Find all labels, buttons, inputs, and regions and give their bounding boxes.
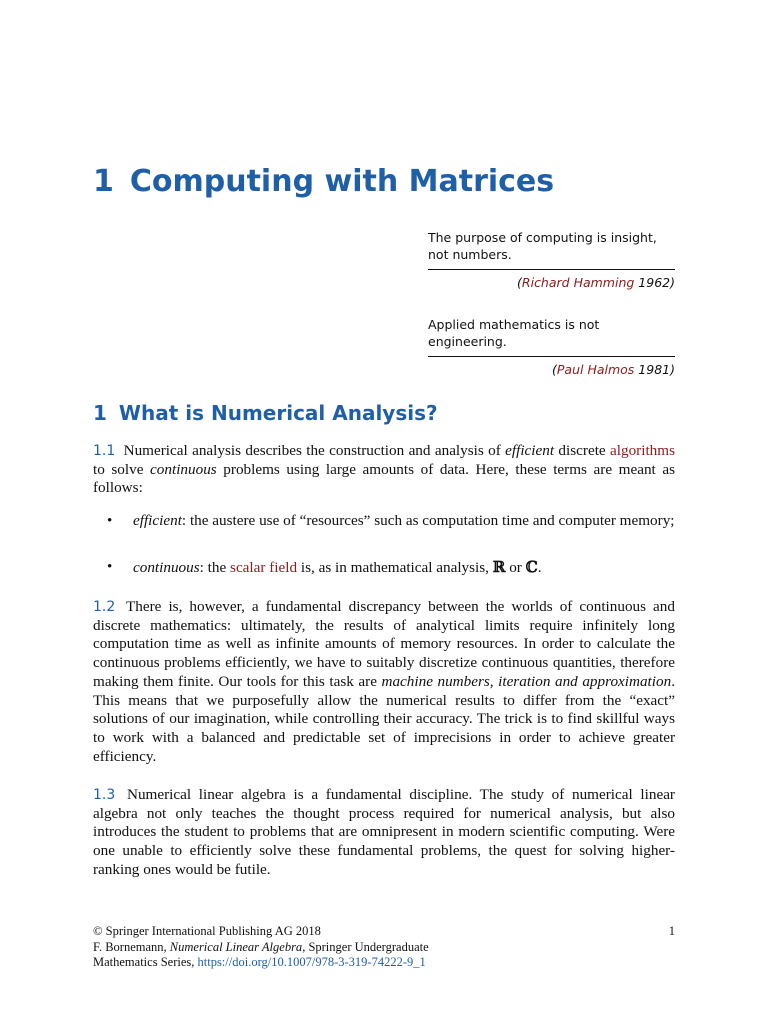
copyright-line: © Springer International Publishing AG 2018 bbox=[93, 924, 321, 938]
bullet-icon: • bbox=[107, 558, 113, 575]
epigraph-attribution: (Paul Halmos 1981) bbox=[551, 362, 675, 377]
epigraph-quote: The purpose of computing is insight, not numbers. bbox=[428, 230, 657, 262]
algorithms-link[interactable]: algorithms bbox=[610, 442, 675, 459]
chapter-number: 1 bbox=[93, 164, 114, 199]
epigraph-quote: Applied mathematics is not engineering. bbox=[428, 317, 600, 349]
chapter-title-text: Computing with Matrices bbox=[129, 164, 555, 199]
series-line: Mathematics Series, https://doi.org/10.1007/978-3-319-74222-9_1 bbox=[93, 955, 426, 969]
epigraph-author-link[interactable]: Paul Halmos bbox=[556, 362, 635, 377]
paragraph-number: 1.3 bbox=[93, 787, 116, 803]
list-item: • efficient: the austere use of “resources” such as computation time and computer memory; bbox=[107, 512, 675, 529]
citation-line: F. Bornemann, Numerical Linear Algebra, Springer Undergraduate bbox=[93, 939, 429, 954]
epigraph-author-link[interactable]: Richard Hamming bbox=[521, 275, 635, 290]
section-title-text: What is Numerical Analysis? bbox=[118, 401, 438, 425]
paragraph-1-1: 1.1 Numerical analysis describes the construction and analysis of efficient discrete algorithms to solve continuous problems using large amounts of data. Here, these terms are meant as follows: bbox=[93, 442, 675, 497]
epigraph-rule bbox=[428, 356, 675, 357]
bullet-icon: • bbox=[107, 512, 113, 529]
paragraph-number: 1.2 bbox=[93, 599, 116, 615]
section-number: 1 bbox=[93, 401, 107, 425]
epigraph-attribution: (Richard Hamming 1962) bbox=[517, 275, 675, 290]
epigraph-rule bbox=[428, 269, 675, 270]
list-item: • continuous: the scalar field is, as in mathematical analysis, ℝ or ℂ. bbox=[107, 558, 542, 576]
footer bbox=[93, 924, 675, 971]
bullet-list bbox=[107, 558, 675, 578]
paragraph-number: 1.1 bbox=[93, 443, 116, 459]
real-numbers-symbol: ℝ bbox=[492, 558, 506, 576]
chapter-title bbox=[93, 164, 554, 199]
paragraph-1-2: 1.2 There is, however, a fundamental discrepancy between the worlds of continuous and discrete mathematics: ultimately, the results of analytical limits require infinitely long computation time as well as infinite amounts of memory resources. In order to calculate the continuous problems efficiently, we have to suitably discretize continuous quantities, therefore making them finite. Our tools for this task are machine numbers, iteration and approximation. This means that we purposefully allow the numerical results to differ from the “exact” solutions of our imagination, while controlling their accuracy. The trick is to find skillful ways to work with a balanced and predictable set of imprecisions in order to achieve greater efficiency. bbox=[93, 598, 675, 765]
bullet-list bbox=[107, 512, 675, 531]
section-title bbox=[93, 401, 438, 425]
page-number: 1 bbox=[668, 924, 675, 938]
epigraph-halmos bbox=[428, 316, 675, 378]
paragraph-1-3: 1.3 Numerical linear algebra is a fundamental discipline. The study of numerical linear algebra not only teaches the thought process required for numerical analysis, but also introduces the student to problems that are omnipresent in modern scientific computing. Were one unable to efficiently solve these fundamental problems, the quest for solving higher-ranking ones would be futile. bbox=[93, 786, 675, 878]
scalar-field-link[interactable]: scalar field bbox=[230, 559, 298, 576]
doi-link[interactable]: https://doi.org/10.1007/978-3-319-74222-9_1 bbox=[197, 955, 426, 969]
complex-numbers-symbol: ℂ bbox=[525, 558, 538, 576]
epigraph-hamming bbox=[428, 229, 675, 291]
